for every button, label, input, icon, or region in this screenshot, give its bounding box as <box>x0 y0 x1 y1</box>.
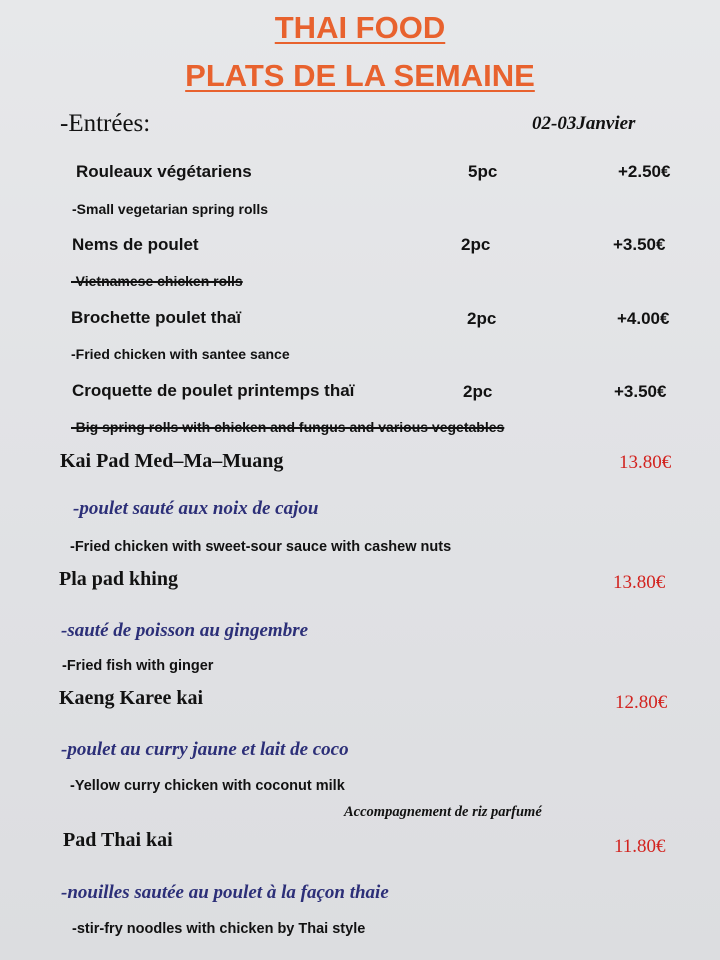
entree-qty: 2pc <box>467 309 497 328</box>
menu-title: THAI FOOD <box>274 10 446 45</box>
dish-french-desc: -poulet sauté aux noix de cajou <box>73 498 319 519</box>
entree-price: +2.50€ <box>618 162 671 181</box>
dish-english-desc: -stir-fry noodles with chicken by Thai style <box>72 921 366 937</box>
dish-french-desc: -nouilles sautée au poulet à la façon thaie <box>61 882 389 903</box>
entree-name: Rouleaux végétariens <box>76 162 252 181</box>
entree-qty: 2pc <box>461 235 491 254</box>
entree-qty: 5pc <box>468 162 498 181</box>
menu-date: 02-03Janvier <box>532 113 636 134</box>
dish-price: 13.80€ <box>613 572 666 593</box>
entree-desc: -Small vegetarian spring rolls <box>72 201 269 217</box>
entrees-heading: -Entrées: <box>60 110 151 137</box>
entree-desc: -Vietnamese chicken rolls <box>71 273 243 289</box>
entree-desc: -Fried chicken with santee sance <box>71 346 290 362</box>
dish-name: Kai Pad Med–Ma–Muang <box>60 450 284 472</box>
dish-price: 12.80€ <box>615 692 668 713</box>
entree-name: Nems de poulet <box>72 235 199 254</box>
dish-name: Pad Thai kai <box>63 829 173 851</box>
entree-qty: 2pc <box>463 382 493 401</box>
dish-name: Kaeng Karee kai <box>59 687 204 709</box>
entree-name: Brochette poulet thaï <box>71 308 242 327</box>
menu-subtitle: PLATS DE LA SEMAINE <box>185 58 535 93</box>
dish-english-desc: -Yellow curry chicken with coconut milk <box>70 778 345 794</box>
dish-french-desc: -sauté de poisson au gingembre <box>61 620 309 641</box>
rice-note: Accompagnement de riz parfumé <box>344 804 542 820</box>
dish-name: Pla pad khing <box>59 568 178 590</box>
dish-price: 11.80€ <box>614 836 666 857</box>
entree-price: +3.50€ <box>613 235 666 254</box>
dish-english-desc: -Fried fish with ginger <box>62 658 214 674</box>
dish-price: 13.80€ <box>619 452 672 473</box>
entree-name: Croquette de poulet printemps thaï <box>72 381 355 400</box>
dish-english-desc: -Fried chicken with sweet-sour sauce with cashew nuts <box>70 539 452 555</box>
entree-price: +4.00€ <box>617 309 670 328</box>
dish-french-desc: -poulet au curry jaune et lait de coco <box>61 739 349 760</box>
entree-price: +3.50€ <box>614 382 667 401</box>
entree-desc: -Big spring rolls with chicken and fungus and various vegetables <box>71 419 505 435</box>
